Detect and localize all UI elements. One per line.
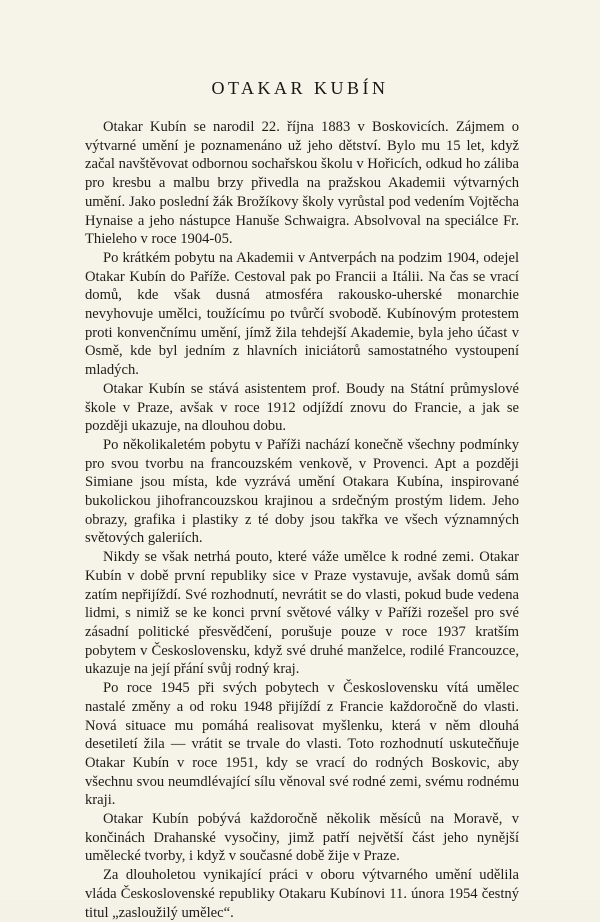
page-title: OTAKAR KUBÍN xyxy=(211,78,389,98)
paragraph: Otakar Kubín pobývá každoročně několik měsíců na Moravě, v končinách Drahanské vysočiny, jimž patří největší část jeho nynější umělecké tvorby, i když v současné době žije v Praze. xyxy=(85,811,519,865)
paragraph: Nikdy se však netrhá pouto, které váže umělce k rodné zemi. Otakar Kubín v době první republiky sice v Praze vystavuje, avšak domů sám zatím nepřijíždí. Své rozhodnutí, nevrátit se do vlasti, pokud bude vedena lidmi, s nimiž se ke konci první světové války v Paříži rozešel pro své zásadní politické přesvědčení, porušuje pouze v roce 1937 kratším pobytem v Československu, když své druhé manželce, rodilé Francouzce, ukazuje na její přání svůj rodný kraj. xyxy=(85,549,519,678)
paragraph: Po několikaletém pobytu v Paříži nachází konečně všechny podmínky pro svou tvorbu na francouzském venkově, v Provenci. Apt a později Simiane jsou místa, kde vyzrává umění Otakara Kubína, inspirované bukolickou jihofrancouzskou krajinou a srdečným prostým lidem. Jeho obrazy, grafika i plastiky z té doby jsou takřka ve všech významných světových galeriích. xyxy=(85,436,519,547)
paragraph: Po roce 1945 při svých pobytech v Československu vítá umělec nastalé změny a od roku 1948 přijíždí z Francie každoročně do vlasti. Nová situace mu pomáhá realisovat myšlenku, která v něm dlouhá desetiletí žila — vrátit se trvale do vlasti. Toto rozhodnutí uskutečňuje Otakar Kubín v roce 1951, kdy se vrací do rodných Boskovic, aby všechnu svou neumdlévající sílu věnoval své rodné zemi, svému rodnému kraji. xyxy=(85,680,519,809)
paragraph: Otakar Kubín se narodil 22. října 1883 v Boskovicích. Zájmem o výtvarné umění je poznamenáno už jeho dětství. Bylo mu 15 let, když začal navštěvovat odbornou sochařskou školu v Hořicích, odkud ho záliba pro kresbu a malbu brzy přivedla na pražskou Akademii výtvarných umění. Jako poslední žák Brožíkovy školy vyrůstal pod vedením Vojtěcha Hynaise a jeho nástupce Hanuše Schwaigra. Absolvoval na speciálce Fr. Thieleho v roce 1904-05. xyxy=(85,119,519,248)
body-text xyxy=(85,118,519,922)
paragraph: Za dlouholetou vynikající práci v oboru výtvarného umění udělila vláda Československé republiky Otakaru Kubínovi 11. února 1954 čestný titul „zasloužilý umělec“. xyxy=(85,867,519,921)
paragraph: Otakar Kubín se stává asistentem prof. Boudy na Státní průmyslové škole v Praze, avšak v roce 1912 odjíždí znovu do Francie, a jak se později ukazuje, na dlouhou dobu. xyxy=(85,380,519,435)
paragraph: Po krátkém pobytu na Akademii v Antverpách na podzim 1904, odejel Otakar Kubín do Paříže. Cestoval pak po Francii a Itálii. Na čas se vrací domů, kde však dusná atmosféra rakousko-uherské monarchie nevyhovuje umělci, toužícímu po tvůrčí svobodě. Kubínovým protestem proti konvenčnímu umění, jímž žila tehdejší Akademie, byla jeho účast v Osmě, kde byl jedním z hlavních iniciátorů samostatného vystoupení mladých. xyxy=(85,249,519,379)
